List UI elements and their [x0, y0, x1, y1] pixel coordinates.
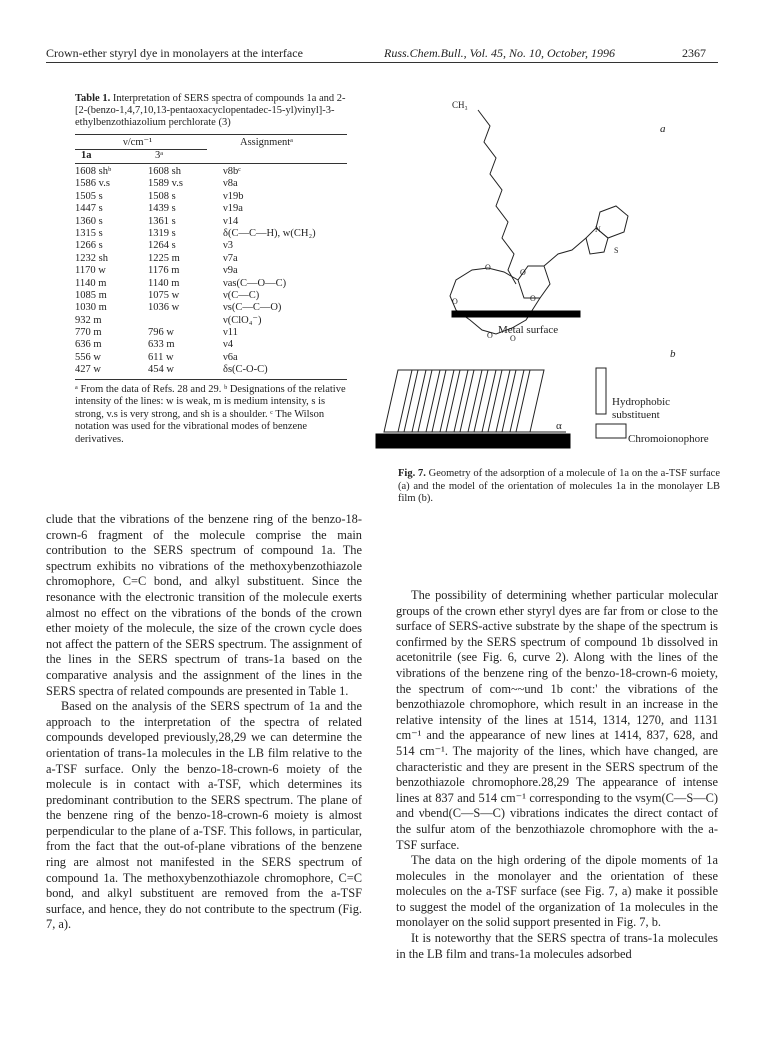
- table-bottom-rule: [75, 379, 347, 380]
- table-cell-3: 1140 m: [148, 277, 180, 289]
- table-cell-1a: 1232 sh: [75, 252, 108, 264]
- table-cell-1a: 1315 s: [75, 227, 103, 239]
- table-row: [75, 352, 347, 364]
- table-body: [75, 164, 347, 377]
- table-footnote: ᵃ From the data of Refs. 28 and 29. ᵇ Designations of the relative intensity of the lines: w is weak, m is medium intensity, s is strong, v.s is very strong, and sh is a shoulder. ᶜ The Wilson notation was used for the vibrational modes of benzene derivatives.: [75, 383, 346, 445]
- label-o-5: O: [487, 331, 493, 340]
- table-cell-assignment: ν(ClO₄⁻): [223, 314, 262, 326]
- table-cell-3: 633 m: [148, 339, 175, 351]
- table-header-assignment: Assignmentᵃ: [240, 137, 294, 148]
- right-paragraph-2: The data on the high ordering of the dipole moments of 1a molecules in the monolayer and the orientation of these molecules on the a-TSF surface (see Fig. 7, a) make it possible to suggest the model of the organization of 1a molecules in the monolayer on the solid support presented in Fig. 7, b.: [396, 853, 718, 930]
- legend-hydrophobic-box: [596, 368, 606, 414]
- figure-label-b: b: [670, 348, 676, 360]
- legend-chromoionophore-box: [596, 424, 626, 438]
- table-cell-3: 1264 s: [148, 240, 176, 252]
- table-subheader-1a: 1a: [81, 150, 92, 161]
- table-cell-1a: 1586 v.s: [75, 178, 110, 190]
- figure-label-a: a: [660, 123, 666, 135]
- table-cell-assignment: ν19b: [223, 190, 244, 202]
- table-cell-3: 1075 w: [148, 289, 180, 301]
- table-cell-3: 1319 s: [148, 227, 176, 239]
- table-cell-1a: 932 m: [75, 314, 102, 326]
- table-subheader-3: 3ᵃ: [155, 150, 164, 161]
- table-cell-1a: 1360 s: [75, 215, 103, 227]
- table-cell-1a: 1266 s: [75, 240, 103, 252]
- figure-caption: [398, 468, 720, 506]
- table-cell-3: 1608 sh: [148, 166, 181, 177]
- table-cell-1a: 1140 m: [75, 277, 107, 289]
- table-row: [75, 191, 347, 203]
- figure-caption-text: Geometry of the adsorption of a molecule of 1a on the a-TSF surface (a) and the model of the orientation of molecules 1a in the monolayer LB film (b).: [398, 468, 720, 505]
- right-column: [396, 588, 718, 962]
- table-row: [75, 302, 347, 314]
- page-number: 2367: [682, 46, 706, 60]
- table-cell-assignment: νs(C—C—O): [223, 302, 282, 314]
- label-o-2: O: [520, 268, 526, 277]
- table-cell-3: 1508 s: [148, 190, 176, 202]
- table-cell-3: 1225 m: [148, 252, 180, 264]
- table-row: [75, 339, 347, 351]
- table-cell-1a: 1085 m: [75, 289, 107, 301]
- metal-surface-label: Metal surface: [498, 324, 559, 336]
- right-paragraph-3: It is noteworthy that the SERS spectra of trans-1a molecules in the LB film and trans-1a molecules adsorbed: [396, 931, 718, 961]
- table-1: [75, 93, 347, 446]
- table-cell-1a: 1447 s: [75, 203, 103, 215]
- table-row: [75, 240, 347, 252]
- table-caption: [75, 93, 347, 129]
- table-cell-3: 1176 m: [148, 265, 180, 277]
- label-o-1: O: [485, 263, 491, 272]
- metal-surface-bar: [452, 311, 580, 317]
- table-label: Table 1.: [75, 93, 111, 104]
- table-cell-1a: 1170 w: [75, 265, 106, 277]
- table-row: [75, 166, 347, 178]
- table-cell-3: 1036 w: [148, 302, 180, 314]
- table-cell-assignment: νas(C—O—C): [223, 277, 287, 289]
- left-column: [46, 512, 362, 933]
- table-row: [75, 253, 347, 265]
- table-cell-3: 796 w: [148, 327, 174, 339]
- table-cell-1a: 556 w: [75, 351, 101, 363]
- table-cell-assignment: ν(C—C): [223, 289, 260, 301]
- table-row: [75, 315, 347, 327]
- alpha-label: α: [556, 420, 562, 432]
- table-cell-3: 1589 v.s: [148, 178, 183, 190]
- table-cell-1a: 636 m: [75, 339, 102, 351]
- tilted-molecules: [384, 370, 544, 432]
- label-s: S: [614, 246, 619, 255]
- table-row: [75, 178, 347, 190]
- table-cell-assignment: ν8a: [223, 178, 238, 190]
- vinyl-link: [544, 238, 586, 266]
- table-cell-assignment: ν6a: [223, 351, 238, 363]
- table-row: [75, 203, 347, 215]
- table-row: [75, 216, 347, 228]
- header-rule: [46, 62, 718, 63]
- label-o-4: O: [530, 294, 536, 303]
- journal-citation: Russ.Chem.Bull., Vol. 45, No. 10, October, 1996: [384, 46, 615, 60]
- table-cell-assignment: ν3: [223, 240, 233, 252]
- table-cell-3: 454 w: [148, 364, 174, 376]
- substrate-bar: [376, 434, 570, 448]
- table-cell-assignment: δs(C-O-C): [223, 364, 268, 376]
- table-cell-3: 1361 s: [148, 215, 176, 227]
- table-cell-1a: 770 m: [75, 327, 102, 339]
- table-row: [75, 278, 347, 290]
- table-header: [75, 135, 347, 163]
- table-row: [75, 228, 347, 240]
- table-cell-assignment: ν7a: [223, 252, 238, 264]
- figure-caption-label: Fig. 7.: [398, 468, 426, 479]
- table-caption-text: Interpretation of SERS spectra of compounds 1a and 2-[2-(benzo-1,4,7,10,13-pentaoxacyclopentadec-15-yl)vinyl]-3-ethylbenzothiazolium perchlorate (3): [75, 93, 346, 128]
- table-cell-assignment: ν8bᶜ: [223, 166, 241, 177]
- table-cell-assignment: ν19a: [223, 203, 243, 215]
- table-cell-assignment: δ(C—C—H), w(CH₂): [223, 227, 316, 239]
- table-row: [75, 364, 347, 376]
- table-cell-assignment: ν14: [223, 215, 239, 227]
- chromoionophore-label: Chromoionophore: [628, 433, 709, 445]
- left-paragraph-2: Based on the analysis of the SERS spectrum of 1a and the approach to the interpretation of the spectra of related compounds developed previously,28,29 we can determine the orientation of trans-1a molecules in the LB film relative to the a-TSF surface. Only the benzo-18-crown-6 moiety of the molecule is in contact with a-TSF, which determines its predominant contribution to the SERS spectrum. The plane of the benzene ring of the benzo-18-crown-6 moiety is almost perpendicular to the plane of a-TSF. This follows, in particular, from the fact that the out-of-plane vibrations of the benzene ring are almost not manifested in the SERS spectrum of compound 1a. The methoxybenzothiazole chromophore, C=C bond, and alkyl substituent are removed from the a-TSF surface, and hence, they do not contribute to the spectrum (Fig. 7, a).: [46, 699, 362, 932]
- label-ch3: CH₃: [452, 100, 468, 110]
- table-header-nu: ν/cm⁻¹: [123, 137, 153, 148]
- label-o-3: O: [452, 297, 458, 306]
- running-title: Crown-ether styryl dye in monolayers at the interface: [46, 46, 303, 60]
- table-row: [75, 265, 347, 277]
- right-paragraph-1: The possibility of determining whether particular molecular groups of the crown ether styryl dyes are far from or close to the surface of SERS-active substrate by the shape of the spectrum is confirmed by the SERS spectrum of compound 1b dissolved in acetonitrile (see Fig. 6, curve 2). Along with the lines of the vibrations of the benzene ring of the benzo-18-crown-6 moiety, the spectrum of com~~und 1b cont:' the vibrations of the benzothiazole chromophore, which result in an increase in the relative intensity of the lines at 1514, 1314, 1270, and 1131 cm⁻¹ and the appearance of new lines at 1414, 837, 628, and 514 cm⁻¹. The majority of the lines, which have changed, are characteristic and they are present in the SERS spectrum of the benzothiazole chromophore.28,29 The appearance of intense lines at 837 and 514 cm⁻¹ corresponding to the νsym(C—S—C) and νbend(C—S—C) vibrations indicates the direct contact of the sulfur atom of the benzothiazole chromophore with the a-TSF surface.: [396, 588, 718, 852]
- table-cell-1a: 1608 shᵇ: [75, 166, 112, 177]
- table-cell-1a: 427 w: [75, 364, 101, 376]
- table-header-subrule: [75, 149, 207, 150]
- table-cell-assignment: ν4: [223, 339, 233, 351]
- hydrophobic-label: Hydrophobic substituent: [612, 396, 671, 421]
- table-cell-1a: 1505 s: [75, 190, 103, 202]
- left-paragraph-1: clude that the vibrations of the benzene ring of the benzo-18-crown-6 fragment of the molecule comprise the main contribution to the SERS spectrum of compound 1a. The spectrum exhibits no vibrations of the methoxybenzothiazole chromophore, C=C bond, and alkyl substituent. Since the resonance with the electronic transition of the molecule exerts almost no effect on the vibrations of the bonds of the crown ether moiety of the molecule, the size of the crown cycle does not affect the pattern of the SERS spectrum. The assignment of the lines in the SERS spectrum of trans-1a based on the comparative analysis and the assignment of the lines in the SERS spectra of related compounds are presented in Table 1.: [46, 512, 362, 698]
- table-cell-1a: 1030 m: [75, 302, 107, 314]
- table-row: [75, 290, 347, 302]
- table-cell-assignment: ν9a: [223, 265, 238, 277]
- table-row: [75, 327, 347, 339]
- table-cell-assignment: ν11: [223, 327, 238, 339]
- alkyl-chain: [478, 110, 516, 284]
- label-n: N: [595, 225, 601, 234]
- label-o-6: O: [510, 334, 516, 343]
- table-cell-3: 611 w: [148, 351, 174, 363]
- table-cell-3: 1439 s: [148, 203, 176, 215]
